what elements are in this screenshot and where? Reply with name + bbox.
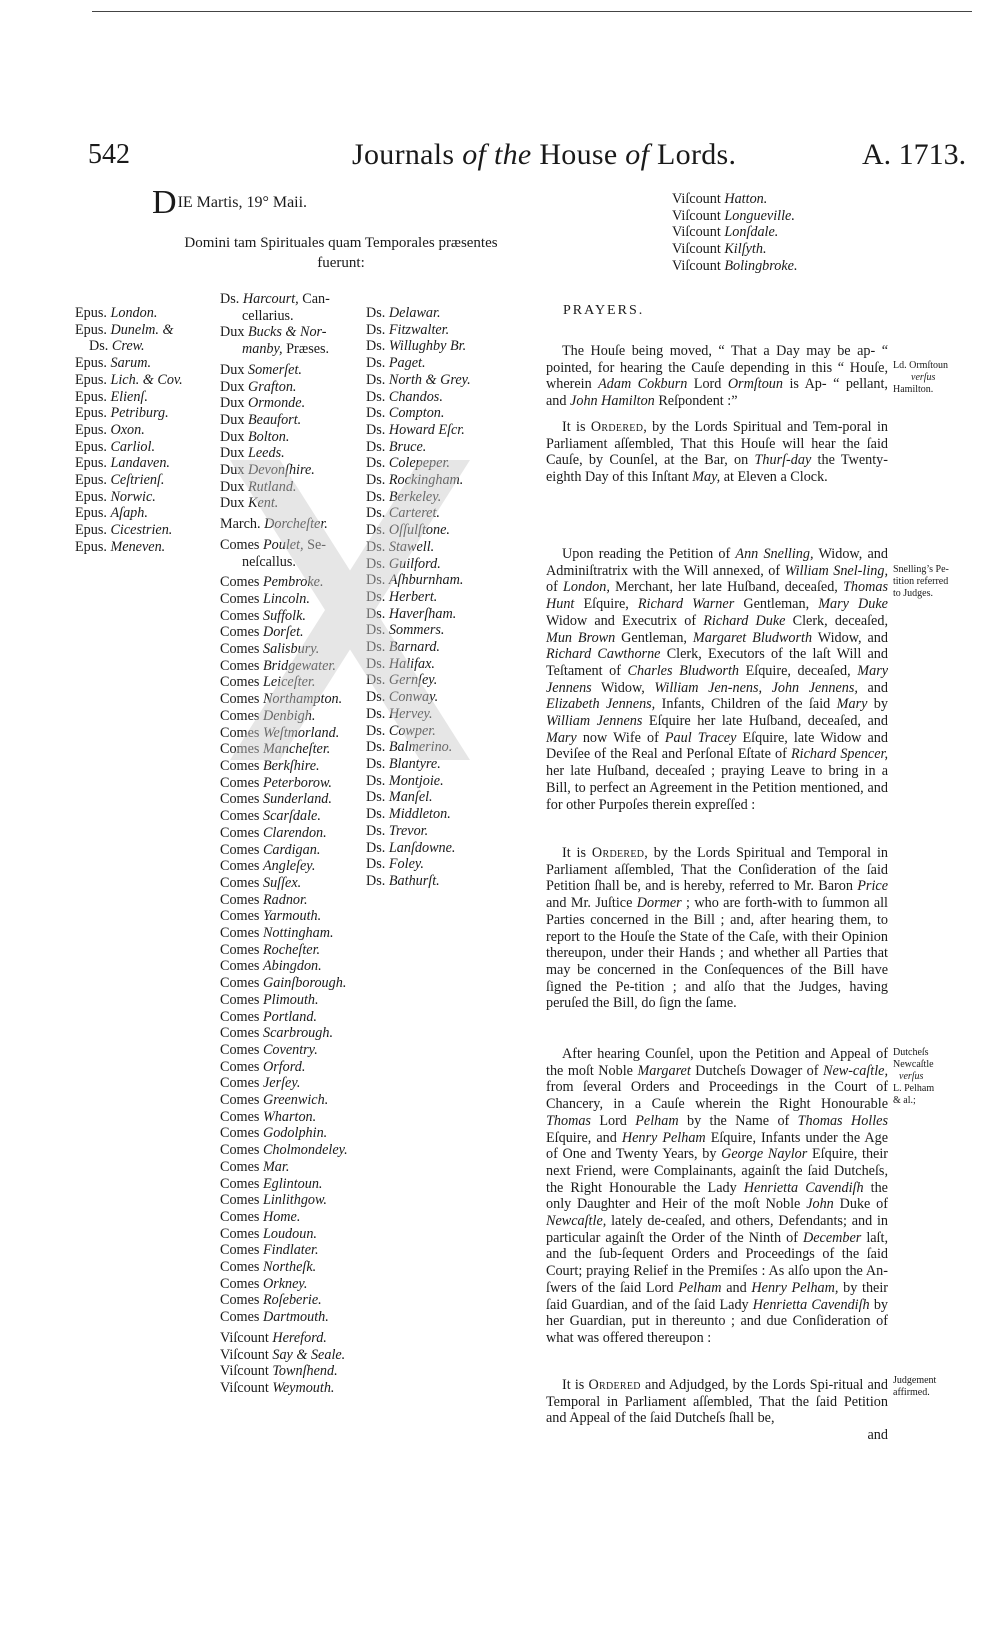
lord-entry: Comes Bridgewater. <box>220 657 336 674</box>
lord-entry: Comes Orkney. <box>220 1275 308 1292</box>
drop-cap: D <box>152 184 177 221</box>
lord-entry: Dux Ormonde. <box>220 395 306 412</box>
lord-entry: Comes Roſeberie. <box>220 1292 322 1309</box>
lord-entry: Epus. Carliol. <box>75 438 156 455</box>
lord-entry: Viſcount Longueville. <box>672 207 795 224</box>
entry-newcastle-judgement: It is Ordered and Adjudged, by the Lords Spi-ritual and Temporal in Parliament aſſembled, That the ſaid Petition and Appeal of the ſaid Dutcheſs ſhall be, <box>546 1377 888 1427</box>
lord-entry: Ds. Gernſey. <box>366 672 438 689</box>
lord-entry: Comes Angleſey. <box>220 858 316 875</box>
lord-entry: Epus. Petriburg. <box>75 405 169 422</box>
lord-entry: Dux Rutland. <box>220 478 297 495</box>
lord-entry: Comes Dorſet. <box>220 624 304 641</box>
lord-entry: Comes Leiceſter. <box>220 674 316 691</box>
lord-entry: Viſcount Say & Seale. <box>220 1346 346 1363</box>
lord-entry: Comes Salisbury. <box>220 641 320 658</box>
lord-entry: Ds. Rockingham. <box>366 472 464 489</box>
lord-entry: Ds. Manſel. <box>366 789 433 806</box>
lord-entry: Ds. Delawar. <box>366 305 441 321</box>
lord-entry: Comes Findlater. <box>220 1242 319 1259</box>
lord-entry: Comes Godolphin. <box>220 1125 328 1142</box>
header-rule <box>92 11 972 12</box>
lord-entry: Ds. Oſſulſtone. <box>366 522 450 539</box>
lord-entry: Viſcount Bolingbroke. <box>672 257 798 274</box>
lord-entry: Epus. Oxon. <box>75 421 145 438</box>
lord-entry: Comes Dartmouth. <box>220 1309 329 1326</box>
margin-note-snelling: Snelling’s Pe- tition referred to Judges. <box>893 564 949 599</box>
prayers-heading: PRAYERS. <box>563 303 645 318</box>
lord-entry: Viſcount Lonſdale. <box>672 224 779 241</box>
lord-entry: Epus. Landaven. <box>75 455 170 472</box>
lord-entry: Ds. Middleton. <box>366 806 451 823</box>
lord-entry: Ds. Lanſdowne. <box>366 839 456 856</box>
lord-entry: Comes Abingdon. <box>220 958 322 975</box>
lord-entry: Ds. Hervey. <box>366 705 433 722</box>
lord-entry: March. Dorcheſter. <box>220 516 328 533</box>
lord-entry: Comes Plimouth. <box>220 991 319 1008</box>
lord-entry: Ds. Aſhburnham. <box>366 572 464 589</box>
lord-entry: Ds. Carteret. <box>366 505 440 522</box>
lord-entry: Comes Mancheſter. <box>220 741 331 758</box>
lords-present-heading: Domini tam Spirituales quam Temporales præsentes fuerunt: <box>184 235 498 271</box>
lord-entry: Viſcount Hatton. <box>672 191 768 207</box>
lord-entry: Dux Kent. <box>220 495 279 512</box>
lord-entry: Comes Wharton. <box>220 1108 317 1125</box>
barons-column <box>366 305 471 890</box>
lord-entry: Ds. Sommers. <box>366 622 445 639</box>
lord-entry: Ds. Cowper. <box>366 722 436 739</box>
lord-entry: Comes Berkſhire. <box>220 757 320 774</box>
lord-entry: Ds. Foley. <box>366 856 424 873</box>
lord-entry: Epus. Cicestrien. <box>75 522 173 539</box>
lord-entry: Viſcount Hereford. <box>220 1329 327 1346</box>
lord-entry: Viſcount Kilſyth. <box>672 241 767 258</box>
lord-entry: Comes Suſſex. <box>220 874 302 891</box>
lord-entry: Dux Bolton. <box>220 428 290 445</box>
lord-entry: Ds. Herbert. <box>366 588 438 605</box>
lord-entry: Comes Mar. <box>220 1158 290 1175</box>
lord-entry: Epus. Sarum. <box>75 355 152 372</box>
entry-ormstoun-motion: The Houſe being moved, “ That a Day may be ap- “ pointed, for hearing the Cauſe depending in this “ Houſe, wherein Adam Cokburn Lord Ormſtoun is Ap- “ pellant, and John Hamilton Reſpondent :” <box>546 343 888 410</box>
lord-entry: Dux Devonſhire. <box>220 462 315 479</box>
lord-entry: Epus. Norwic. <box>75 488 156 505</box>
lord-entry: Ds. North & Grey. <box>366 371 471 388</box>
lord-entry: Epus. Aſaph. <box>75 505 148 522</box>
entry-newcastle-appeal: After hearing Counſel, upon the Petition and Appeal of the moſt Noble Margaret Dutcheſs Dowager of New-caſtle, from ſeveral Orders and Proceedings in the Court of Chancery, in a Cauſe wherein the Right Honourable Thomas Lord Pelham by the Name of Thomas Holles Eſquire, and Henry Pelham Eſquire, Infants under the Age of One and Twenty Years, by George Naylor Eſquire, their next Friend, were Complainants, againſt the ſaid Dutcheſs, the Right Honourable the Lady Henrietta Cavendiſh the only Daughter and Heir of the moſt Noble John Duke of Newcaſtle, lately de-ceaſed, and others, Defendants; and in particular againſt the Order of the Ninth of December laſt, and the ſub-ſequent Orders and Proceedings of the ſaid Court; praying Relief in the Premiſes : As alſo upon the An-ſwers of the ſaid Lord Pelham and Henry Pelham, by their ſaid Guardian, and of the ſaid Lady Henrietta Cavendiſh by her Guardian, put in thereunto ; and due Conſideration of what was offered thereupon : <box>546 1046 889 1346</box>
lord-entry: Dux Somerſet. <box>220 361 302 378</box>
lord-entry: Epus. Meneven. <box>75 538 166 555</box>
lord-entry: Ds. Haverſham. <box>366 605 457 622</box>
year-heading: A. 1713. <box>862 138 967 171</box>
lord-entry: Ds. Paget. <box>366 355 426 372</box>
lord-entry: manby, Præses. <box>242 341 330 358</box>
lord-entry: Viſcount Weymouth. <box>220 1380 335 1396</box>
margin-note-ormstoun: Ld. Ormſtoun verſus Hamilton. <box>893 360 948 395</box>
sitting-date: DIE Martis, 19° Maii. <box>152 184 308 221</box>
lord-entry: Dux Grafton. <box>220 378 297 395</box>
lord-entry: Dux Beaufort. <box>220 411 302 428</box>
viscounts-column <box>672 191 798 275</box>
lord-entry: Comes Pembroke. <box>220 574 324 591</box>
lord-entry: Ds. Guilford. <box>366 555 441 572</box>
lord-entry: Comes Radnor. <box>220 891 308 908</box>
lord-entry: Ds. Bathurſt. <box>366 872 440 889</box>
lord-entry: Ds. Bruce. <box>366 438 427 455</box>
lord-entry: Comes Gainſborough. <box>220 975 347 992</box>
lord-entry: Comes Clarendon. <box>220 824 327 841</box>
lord-entry: Comes Scarbrough. <box>220 1025 333 1042</box>
lord-entry: Ds. Barnard. <box>366 639 440 656</box>
lord-entry: Ds. Willughby Br. <box>366 338 467 355</box>
lord-entry: Comes Cholmondeley. <box>220 1142 348 1159</box>
lord-entry: Ds. Balmerino. <box>366 739 453 756</box>
lord-entry: Comes Orford. <box>220 1058 306 1075</box>
lord-entry: Comes Denbigh. <box>220 707 316 724</box>
lord-entry: Ds. Blantyre. <box>366 755 441 772</box>
lord-entry: Ds. Chandos. <box>366 388 443 405</box>
lord-entry: Epus. Ceſtrienſ. <box>75 472 165 489</box>
lord-entry: Comes Rocheſter. <box>220 941 321 958</box>
lord-entry: Ds. Crew. <box>89 338 145 355</box>
lord-entry: Comes Suffolk. <box>220 607 306 624</box>
lord-entry: Ds. Trevor. <box>366 822 429 839</box>
bishops-column <box>75 305 183 556</box>
lord-entry: Ds. Halifax. <box>366 655 435 672</box>
lord-entry: Ds. Fitzwalter. <box>366 321 450 338</box>
lord-entry: Comes Linlithgow. <box>220 1192 327 1209</box>
running-title: Journals of the House of Lords. <box>352 138 737 171</box>
lord-entry: Comes Cardigan. <box>220 841 321 858</box>
lord-entry: Comes Northampton. <box>220 691 343 708</box>
lord-entry: Comes Northeſk. <box>220 1259 317 1276</box>
lord-entry: cellarius. <box>242 307 294 324</box>
entry-snelling-order: It is Ordered, by the Lords Spiritual and Temporal in Parliament aſſembled, That the Conſideration of the ſaid Petition ſhall be, and is hereby, referred to Mr. Baron Price and Mr. Juſtice Dormer ; who are forth-with to ſummon all Parties concerned in the Bill ; and, after hearing them, to report to the Houſe the State of the Caſe, with their Opinion thereupon, under their Hands ; and whether all Parties that may be concerned in the Conſequences of the Bill have ſigned the Pe-tition ; and alſo that the Judges, having peruſed the Bill, do ſign the ſame. <box>546 845 888 1012</box>
lord-entry: Ds. Harcourt, Can- <box>220 291 330 307</box>
lord-entry: Epus. London. <box>75 305 158 321</box>
lord-entry: Comes Coventry. <box>220 1041 318 1058</box>
lord-entry: Comes Sunderland. <box>220 791 332 808</box>
lord-entry: Ds. Stawell. <box>366 538 435 555</box>
lord-entry: Comes Home. <box>220 1208 301 1225</box>
lord-entry: Dux Bucks & Nor- <box>220 324 327 341</box>
lord-entry: Epus. Lich. & Cov. <box>75 371 183 388</box>
lord-entry: Comes Nottingham. <box>220 925 334 942</box>
lord-entry: Comes Weſtmorland. <box>220 724 340 741</box>
margin-note-newcastle: Dutcheſs Newcaſtle verſus L. Pelham & al.; <box>893 1047 935 1106</box>
lord-entry: Ds. Montjoie. <box>366 772 444 789</box>
lord-entry: Comes Poulet, Se- <box>220 536 327 553</box>
lord-entry: Ds. Berkeley. <box>366 488 442 505</box>
lord-entry: Comes Yarmouth. <box>220 908 322 925</box>
catchword: and <box>867 1427 888 1443</box>
lord-entry: Comes Greenwich. <box>220 1092 329 1109</box>
lord-entry: Comes Peterborow. <box>220 774 332 791</box>
dukes-earls-column <box>220 291 348 1397</box>
lord-entry: Viſcount Townſhend. <box>220 1363 338 1380</box>
lord-entry: neſcallus. <box>242 553 296 570</box>
lord-entry: Comes Jerſey. <box>220 1075 301 1092</box>
entry-snelling-petition: Upon reading the Petition of Ann Snelling, Widow, and Adminiſtratrix with the Will annexed, of William Snel-ling, of London, Merchant, her late Huſband, deceaſed, Thomas Hunt Eſquire, Richard Warner Gentleman, Mary Duke Widow and Executrix of Richard Duke Clerk, deceaſed, Mun Brown Gentleman, Margaret Bludworth Widow, and Richard Cawthorne Clerk, Executors of the laſt Will and Teſtament of Charles Bludworth Eſquire, deceaſed, Mary Jennens Widow, William Jen-nens, John Jennens, and Elizabeth Jennens, Infants, Children of the ſaid Mary by William Jennens Eſquire her late Huſband, deceaſed, and Mary now Wife of Paul Tracey Eſquire, late Widow and Deviſee of the Real and Perſonal Eſtate of Richard Spencer, her late Huſband, deceaſed ; praying Leave to bring in a Bill, to perfect an Agreement in the Petition mentioned, and for other Purpoſes therein expreſſed : <box>546 546 889 813</box>
entry-ormstoun-order: It is Ordered, by the Lords Spiritual and Tem-poral in Parliament aſſembled, That this Houſe will hear the ſaid Cauſe, by Counſel, at the Bar, on Thurſ-day the Twenty-eighth Day of this Inſtant May, at Eleven a Clock. <box>546 419 888 486</box>
lord-entry: Ds. Howard Eſcr. <box>366 421 465 438</box>
lord-entry: Dux Leeds. <box>220 445 285 462</box>
lord-entry: Comes Scarſdale. <box>220 808 321 825</box>
page-number: 542 <box>88 139 130 170</box>
lord-entry: Epus. Elienſ. <box>75 388 148 405</box>
lord-entry: Comes Lincoln. <box>220 590 310 607</box>
lord-entry: Ds. Colepeper. <box>366 455 450 472</box>
lord-entry: Comes Eglintoun. <box>220 1175 323 1192</box>
margin-note-judgement: Judgement affirmed. <box>893 1375 937 1398</box>
lord-entry: Ds. Compton. <box>366 405 445 422</box>
lord-entry: Comes Loudoun. <box>220 1225 317 1242</box>
lord-entry: Epus. Dunelm. & <box>75 321 174 338</box>
lord-entry: Ds. Conway. <box>366 689 439 706</box>
lord-entry: Comes Portland. <box>220 1008 317 1025</box>
